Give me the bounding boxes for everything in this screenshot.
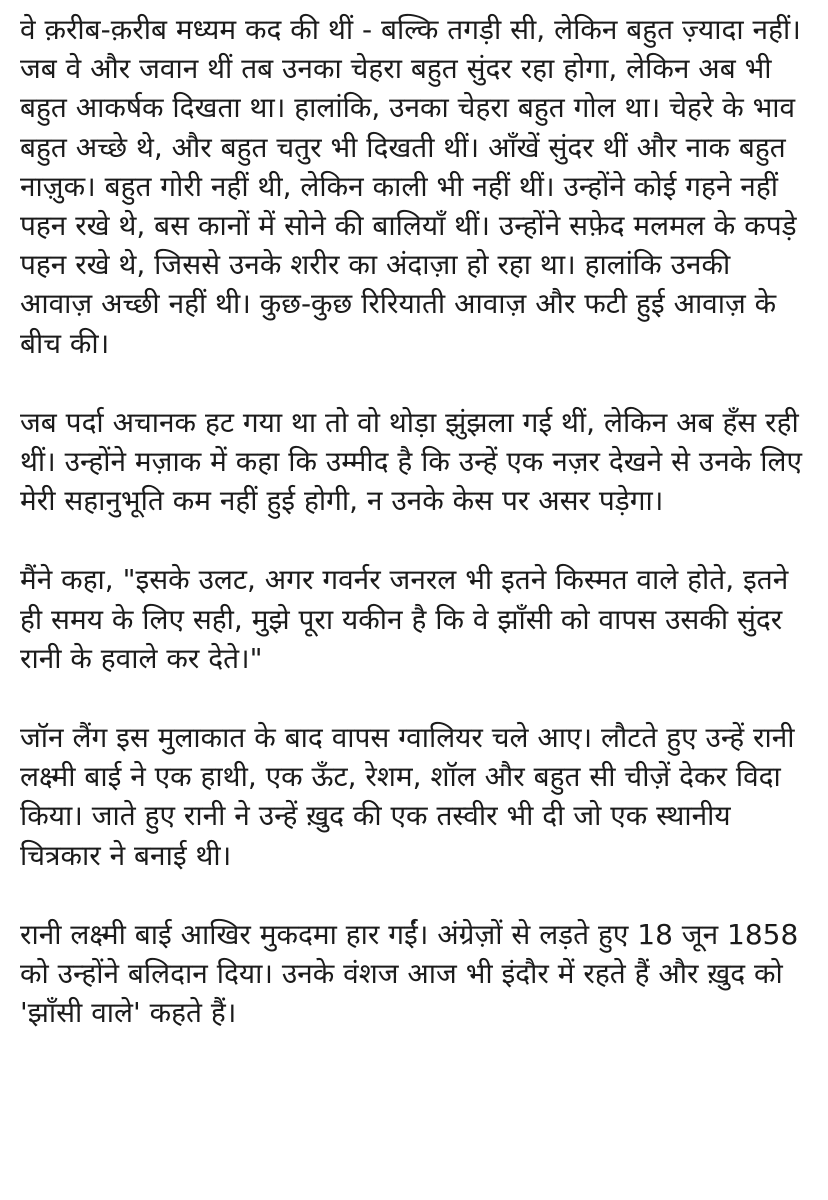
- paragraph-john-lang-return: जॉन लैंग इस मुलाकात के बाद वापस ग्वालियर चले आए। लौटते हुए उन्हें रानी लक्ष्मी बाई ने एक हाथी, एक ऊँट, रेशम, शॉल और बहुत सी चीज़ें देकर विदा किया। जाते हुए रानी ने उन्हें ख़ुद की एक तस्वीर भी दी जो एक स्थानीय चित्रकार ने बनाई थी।: [20, 721, 795, 872]
- paragraph-curtain-incident: जब पर्दा अचानक हट गया था तो वो थोड़ा झुंझला गई थीं, लेकिन अब हँस रही थीं। उन्होंने मज़ाक में कहा कि उम्मीद है कि उन्हें एक नज़र देखने से उनके लिए मेरी सहानुभूति कम नहीं हुई होगी, न उनके केस पर असर पड़ेगा।: [20, 405, 802, 518]
- paragraph-rani-legacy: रानी लक्ष्मी बाई आखिर मुकदमा हार गईं। अंग्रेज़ों से लड़ते हुए 18 जून 1858 को उन्होंने बलिदान दिया। उनके वंशज आज भी इंदौर में रहते हैं और ख़ुद को 'झाँसी वाले' कहते हैं।: [20, 917, 799, 1030]
- paragraph-governor-quote: मैंने कहा, "इसके उलट, अगर गवर्नर जनरल भी इतने किस्मत वाले होते, इतने ही समय के लिए सही, मुझे पूरा यकीन है कि वे झाँसी को वापस उसकी सुंदर रानी के हवाले कर देते।": [20, 563, 789, 675]
- paragraph-rani-description: वे क़रीब-क़रीब मध्यम कद की थीं - बल्कि तगड़ी सी, लेकिन बहुत ज़्यादा नहीं। जब वे और जवान थीं तब उनका चेहरा बहुत सुंदर रहा होगा, लेकिन अब भी बहुत आकर्षक दिखता था। हालांकि, उनका चेहरा बहुत गोल था। चेहरे के भाव बहुत अच्छे थे, और बहुत चतुर भी दिखती थीं। आँखें सुंदर थीं और नाक बहुत नाज़ुक। बहुत गोरी नहीं थी, लेकिन काली भी नहीं थीं। उन्होंने कोई गहने नहीं पहन रखे थे, बस कानों में सोने की बालियाँ थीं। उन्होंने सफ़ेद मलमल के कपड़े पहन रखे थे, जिससे उनके शरीर का अंदाज़ा हो रहा था। हालांकि उनकी आवाज़ अच्छी नहीं थी। कुछ-कुछ रिरियाती आवाज़ और फटी हुई आवाज़ के बीच की।: [20, 13, 801, 360]
